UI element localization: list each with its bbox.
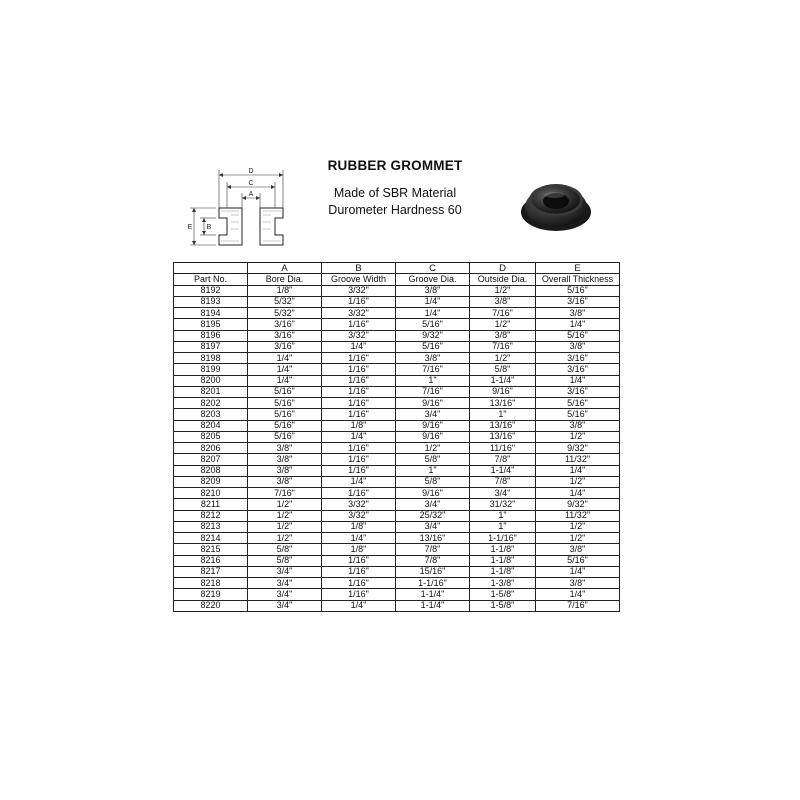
cell-overall-thickness: 5/16" <box>536 285 620 296</box>
cell-bore-dia: 1/4" <box>248 353 322 364</box>
cell-outside-dia: 1-1/8" <box>470 555 536 566</box>
header-outside-dia: Outside Dia. <box>470 274 536 285</box>
cell-groove-dia: 7/16" <box>396 386 470 397</box>
cell-groove-dia: 9/16" <box>396 420 470 431</box>
cell-groove-width: 1/4" <box>322 341 396 352</box>
cell-overall-thickness: 3/16" <box>536 364 620 375</box>
cell-part-no: 8195 <box>174 319 248 330</box>
table-row <box>174 566 620 577</box>
table-row <box>174 330 620 341</box>
cell-overall-thickness: 7/16" <box>536 600 620 611</box>
cell-overall-thickness: 1/2" <box>536 521 620 532</box>
table-row <box>174 386 620 397</box>
table-row <box>174 420 620 431</box>
cell-groove-dia: 1-1/4" <box>396 600 470 611</box>
table-row <box>174 544 620 555</box>
cell-bore-dia: 5/8" <box>248 555 322 566</box>
dimension-label-d: D <box>248 168 254 175</box>
cell-bore-dia: 5/16" <box>248 398 322 409</box>
cell-groove-width: 3/32" <box>322 308 396 319</box>
cell-overall-thickness: 3/8" <box>536 308 620 319</box>
dimension-label-e: E <box>187 224 193 231</box>
cell-bore-dia: 1/4" <box>248 364 322 375</box>
cell-groove-dia: 7/16" <box>396 364 470 375</box>
cell-part-no: 8209 <box>174 476 248 487</box>
cell-bore-dia: 1/2" <box>248 499 322 510</box>
cell-outside-dia: 1" <box>470 521 536 532</box>
cell-overall-thickness: 1/4" <box>536 375 620 386</box>
cell-groove-width: 1/16" <box>322 296 396 307</box>
cell-part-no: 8192 <box>174 285 248 296</box>
cell-outside-dia: 9/16" <box>470 386 536 397</box>
cell-outside-dia: 1-1/16" <box>470 533 536 544</box>
header-bore-dia: Bore Dia. <box>248 274 322 285</box>
cell-bore-dia: 3/4" <box>248 600 322 611</box>
header-groove-width: Groove Width <box>322 274 396 285</box>
column-header-row <box>174 274 620 285</box>
cell-groove-dia: 1/4" <box>396 296 470 307</box>
cell-groove-width: 1/16" <box>322 409 396 420</box>
cell-part-no: 8212 <box>174 510 248 521</box>
cell-overall-thickness: 5/16" <box>536 398 620 409</box>
cell-bore-dia: 3/8" <box>248 476 322 487</box>
cell-overall-thickness: 3/16" <box>536 353 620 364</box>
cell-groove-dia: 5/16" <box>396 341 470 352</box>
cell-groove-dia: 3/4" <box>396 409 470 420</box>
dimension-label-c: C <box>248 180 254 187</box>
cell-outside-dia: 1-5/8" <box>470 589 536 600</box>
table-row <box>174 375 620 386</box>
cell-groove-width: 1/4" <box>322 600 396 611</box>
table-row <box>174 285 620 296</box>
cell-bore-dia: 1/2" <box>248 533 322 544</box>
cell-part-no: 8205 <box>174 431 248 442</box>
cell-outside-dia: 1" <box>470 510 536 521</box>
cell-part-no: 8202 <box>174 398 248 409</box>
cell-part-no: 8211 <box>174 499 248 510</box>
cell-overall-thickness: 5/16" <box>536 330 620 341</box>
cell-bore-dia: 5/8" <box>248 544 322 555</box>
cell-part-no: 8204 <box>174 420 248 431</box>
letter-overall-thickness: E <box>536 263 620 274</box>
cell-bore-dia: 3/4" <box>248 589 322 600</box>
cell-overall-thickness: 9/32" <box>536 443 620 454</box>
table-row <box>174 600 620 611</box>
cell-overall-thickness: 5/16" <box>536 555 620 566</box>
letter-outside-dia: D <box>470 263 536 274</box>
grommet-spec-table <box>173 262 620 612</box>
cell-groove-width: 3/32" <box>322 285 396 296</box>
cell-part-no: 8198 <box>174 353 248 364</box>
cell-overall-thickness: 3/16" <box>536 386 620 397</box>
cell-part-no: 8199 <box>174 364 248 375</box>
cell-groove-dia: 9/16" <box>396 398 470 409</box>
cell-bore-dia: 5/32" <box>248 296 322 307</box>
cell-groove-width: 1/16" <box>322 589 396 600</box>
cell-groove-width: 3/32" <box>322 499 396 510</box>
cell-bore-dia: 3/8" <box>248 465 322 476</box>
cell-groove-width: 1/4" <box>322 431 396 442</box>
cell-groove-width: 1/16" <box>322 364 396 375</box>
cell-groove-dia: 15/16" <box>396 566 470 577</box>
cell-outside-dia: 1/2" <box>470 353 536 364</box>
cell-groove-dia: 7/8" <box>396 544 470 555</box>
table-row <box>174 431 620 442</box>
cell-outside-dia: 13/16" <box>470 398 536 409</box>
cell-overall-thickness: 11/32" <box>536 510 620 521</box>
letter-groove-dia: C <box>396 263 470 274</box>
cell-part-no: 8197 <box>174 341 248 352</box>
cell-outside-dia: 3/8" <box>470 330 536 341</box>
cell-groove-width: 1/4" <box>322 476 396 487</box>
cell-bore-dia: 1/8" <box>248 285 322 296</box>
table-row <box>174 454 620 465</box>
cell-bore-dia: 3/4" <box>248 578 322 589</box>
cell-outside-dia: 11/16" <box>470 443 536 454</box>
product-heading <box>300 158 490 219</box>
table-row <box>174 364 620 375</box>
cell-overall-thickness: 1/4" <box>536 488 620 499</box>
cell-bore-dia: 5/16" <box>248 386 322 397</box>
table-row <box>174 341 620 352</box>
cell-part-no: 8203 <box>174 409 248 420</box>
cell-groove-width: 1/16" <box>322 465 396 476</box>
cell-groove-dia: 1-1/4" <box>396 589 470 600</box>
cell-part-no: 8207 <box>174 454 248 465</box>
cell-overall-thickness: 1/4" <box>536 319 620 330</box>
cell-groove-width: 1/16" <box>322 454 396 465</box>
cell-bore-dia: 3/16" <box>248 319 322 330</box>
header-groove-dia: Groove Dia. <box>396 274 470 285</box>
cell-part-no: 8193 <box>174 296 248 307</box>
cell-groove-dia: 1" <box>396 375 470 386</box>
cell-overall-thickness: 3/8" <box>536 420 620 431</box>
cell-part-no: 8215 <box>174 544 248 555</box>
cell-groove-width: 1/16" <box>322 398 396 409</box>
cell-groove-dia: 1/4" <box>396 308 470 319</box>
cell-bore-dia: 3/16" <box>248 341 322 352</box>
letter-bore-dia: A <box>248 263 322 274</box>
table-row <box>174 476 620 487</box>
cell-outside-dia: 7/16" <box>470 341 536 352</box>
cell-groove-width: 1/16" <box>322 375 396 386</box>
cell-overall-thickness: 5/16" <box>536 409 620 420</box>
cell-groove-width: 1/8" <box>322 420 396 431</box>
cell-bore-dia: 5/32" <box>248 308 322 319</box>
cell-overall-thickness: 3/8" <box>536 341 620 352</box>
cell-part-no: 8220 <box>174 600 248 611</box>
cell-overall-thickness: 1/2" <box>536 476 620 487</box>
cell-overall-thickness: 9/32" <box>536 499 620 510</box>
cell-groove-dia: 3/8" <box>396 285 470 296</box>
cell-part-no: 8194 <box>174 308 248 319</box>
table-row <box>174 308 620 319</box>
cell-outside-dia: 1-3/8" <box>470 578 536 589</box>
cell-outside-dia: 3/4" <box>470 488 536 499</box>
cell-groove-dia: 5/8" <box>396 454 470 465</box>
cell-bore-dia: 3/16" <box>248 330 322 341</box>
cell-bore-dia: 3/8" <box>248 454 322 465</box>
cell-overall-thickness: 3/8" <box>536 544 620 555</box>
product-title: RUBBER GROMMET <box>327 158 463 173</box>
dimension-label-b: B <box>206 224 212 231</box>
cell-bore-dia: 5/16" <box>248 420 322 431</box>
cell-bore-dia: 5/16" <box>248 431 322 442</box>
table-row <box>174 578 620 589</box>
cell-groove-width: 1/16" <box>322 353 396 364</box>
cell-overall-thickness: 11/32" <box>536 454 620 465</box>
cell-part-no: 8208 <box>174 465 248 476</box>
cell-outside-dia: 1/2" <box>470 319 536 330</box>
cell-outside-dia: 13/16" <box>470 420 536 431</box>
cell-groove-dia: 3/4" <box>396 521 470 532</box>
table-row <box>174 353 620 364</box>
table-row <box>174 398 620 409</box>
cell-part-no: 8196 <box>174 330 248 341</box>
cell-groove-dia: 9/16" <box>396 488 470 499</box>
cell-groove-width: 1/16" <box>322 555 396 566</box>
cell-part-no: 8210 <box>174 488 248 499</box>
cell-part-no: 8214 <box>174 533 248 544</box>
cell-overall-thickness: 1/4" <box>536 465 620 476</box>
cell-groove-dia: 3/8" <box>396 353 470 364</box>
cell-outside-dia: 1-1/8" <box>470 566 536 577</box>
cell-groove-dia: 1" <box>396 465 470 476</box>
cell-groove-width: 3/32" <box>322 510 396 521</box>
cell-groove-dia: 25/32" <box>396 510 470 521</box>
cell-part-no: 8219 <box>174 589 248 600</box>
material-line: Made of SBR Material <box>333 186 457 200</box>
cell-part-no: 8216 <box>174 555 248 566</box>
table-row <box>174 319 620 330</box>
cell-groove-dia: 13/16" <box>396 533 470 544</box>
header-overall-thickness: Overall Thickness <box>536 274 620 285</box>
table-row <box>174 443 620 454</box>
cell-groove-dia: 1-1/16" <box>396 578 470 589</box>
cell-bore-dia: 5/16" <box>248 409 322 420</box>
table-row <box>174 488 620 499</box>
cell-bore-dia: 1/2" <box>248 521 322 532</box>
letter-groove-width: B <box>322 263 396 274</box>
cell-outside-dia: 5/8" <box>470 364 536 375</box>
cell-groove-width: 1/16" <box>322 386 396 397</box>
table-row <box>174 510 620 521</box>
letter-part-no <box>174 263 248 274</box>
cell-part-no: 8201 <box>174 386 248 397</box>
grommet-photo <box>518 176 594 234</box>
cell-part-no: 8213 <box>174 521 248 532</box>
cell-outside-dia: 1-1/4" <box>470 375 536 386</box>
cell-outside-dia: 1-1/4" <box>470 465 536 476</box>
cell-groove-width: 1/16" <box>322 319 396 330</box>
cell-groove-width: 1/8" <box>322 521 396 532</box>
table-row <box>174 296 620 307</box>
cell-groove-dia: 5/16" <box>396 319 470 330</box>
cell-groove-dia: 1/2" <box>396 443 470 454</box>
cell-groove-dia: 9/16" <box>396 431 470 442</box>
cell-groove-width: 1/16" <box>322 443 396 454</box>
column-letter-row <box>174 263 620 274</box>
cell-part-no: 8217 <box>174 566 248 577</box>
cell-groove-dia: 7/8" <box>396 555 470 566</box>
table-row <box>174 589 620 600</box>
cell-bore-dia: 1/2" <box>248 510 322 521</box>
cell-bore-dia: 3/4" <box>248 566 322 577</box>
table-row <box>174 555 620 566</box>
cell-part-no: 8206 <box>174 443 248 454</box>
cell-outside-dia: 7/8" <box>470 476 536 487</box>
cell-part-no: 8218 <box>174 578 248 589</box>
table-row <box>174 465 620 476</box>
hardness-line: Durometer Hardness 60 <box>328 203 462 217</box>
cell-groove-width: 1/16" <box>322 488 396 499</box>
table-row <box>174 521 620 532</box>
cell-groove-dia: 3/4" <box>396 499 470 510</box>
cell-outside-dia: 7/16" <box>470 308 536 319</box>
cell-outside-dia: 1-5/8" <box>470 600 536 611</box>
table-row <box>174 533 620 544</box>
cell-bore-dia: 7/16" <box>248 488 322 499</box>
cell-overall-thickness: 1/2" <box>536 533 620 544</box>
cell-overall-thickness: 1/4" <box>536 566 620 577</box>
cell-overall-thickness: 3/8" <box>536 578 620 589</box>
cell-groove-width: 1/8" <box>322 544 396 555</box>
cell-outside-dia: 1/2" <box>470 285 536 296</box>
cell-groove-width: 1/16" <box>322 578 396 589</box>
cell-groove-width: 1/16" <box>322 566 396 577</box>
table-row <box>174 409 620 420</box>
cell-part-no: 8200 <box>174 375 248 386</box>
cell-groove-width: 3/32" <box>322 330 396 341</box>
cell-outside-dia: 1-1/8" <box>470 544 536 555</box>
header-part-no: Part No. <box>174 274 248 285</box>
dimension-label-a: A <box>248 191 254 198</box>
cell-overall-thickness: 3/16" <box>536 296 620 307</box>
cell-groove-dia: 5/8" <box>396 476 470 487</box>
cell-groove-width: 1/4" <box>322 533 396 544</box>
table-row <box>174 499 620 510</box>
cell-bore-dia: 1/4" <box>248 375 322 386</box>
cell-outside-dia: 3/8" <box>470 296 536 307</box>
cell-bore-dia: 3/8" <box>248 443 322 454</box>
cell-groove-dia: 9/32" <box>396 330 470 341</box>
cell-overall-thickness: 1/4" <box>536 589 620 600</box>
cell-outside-dia: 13/16" <box>470 431 536 442</box>
cell-outside-dia: 1" <box>470 409 536 420</box>
cell-outside-dia: 31/32" <box>470 499 536 510</box>
cell-overall-thickness: 1/2" <box>536 431 620 442</box>
grommet-dimension-diagram <box>186 160 296 260</box>
cell-outside-dia: 7/8" <box>470 454 536 465</box>
